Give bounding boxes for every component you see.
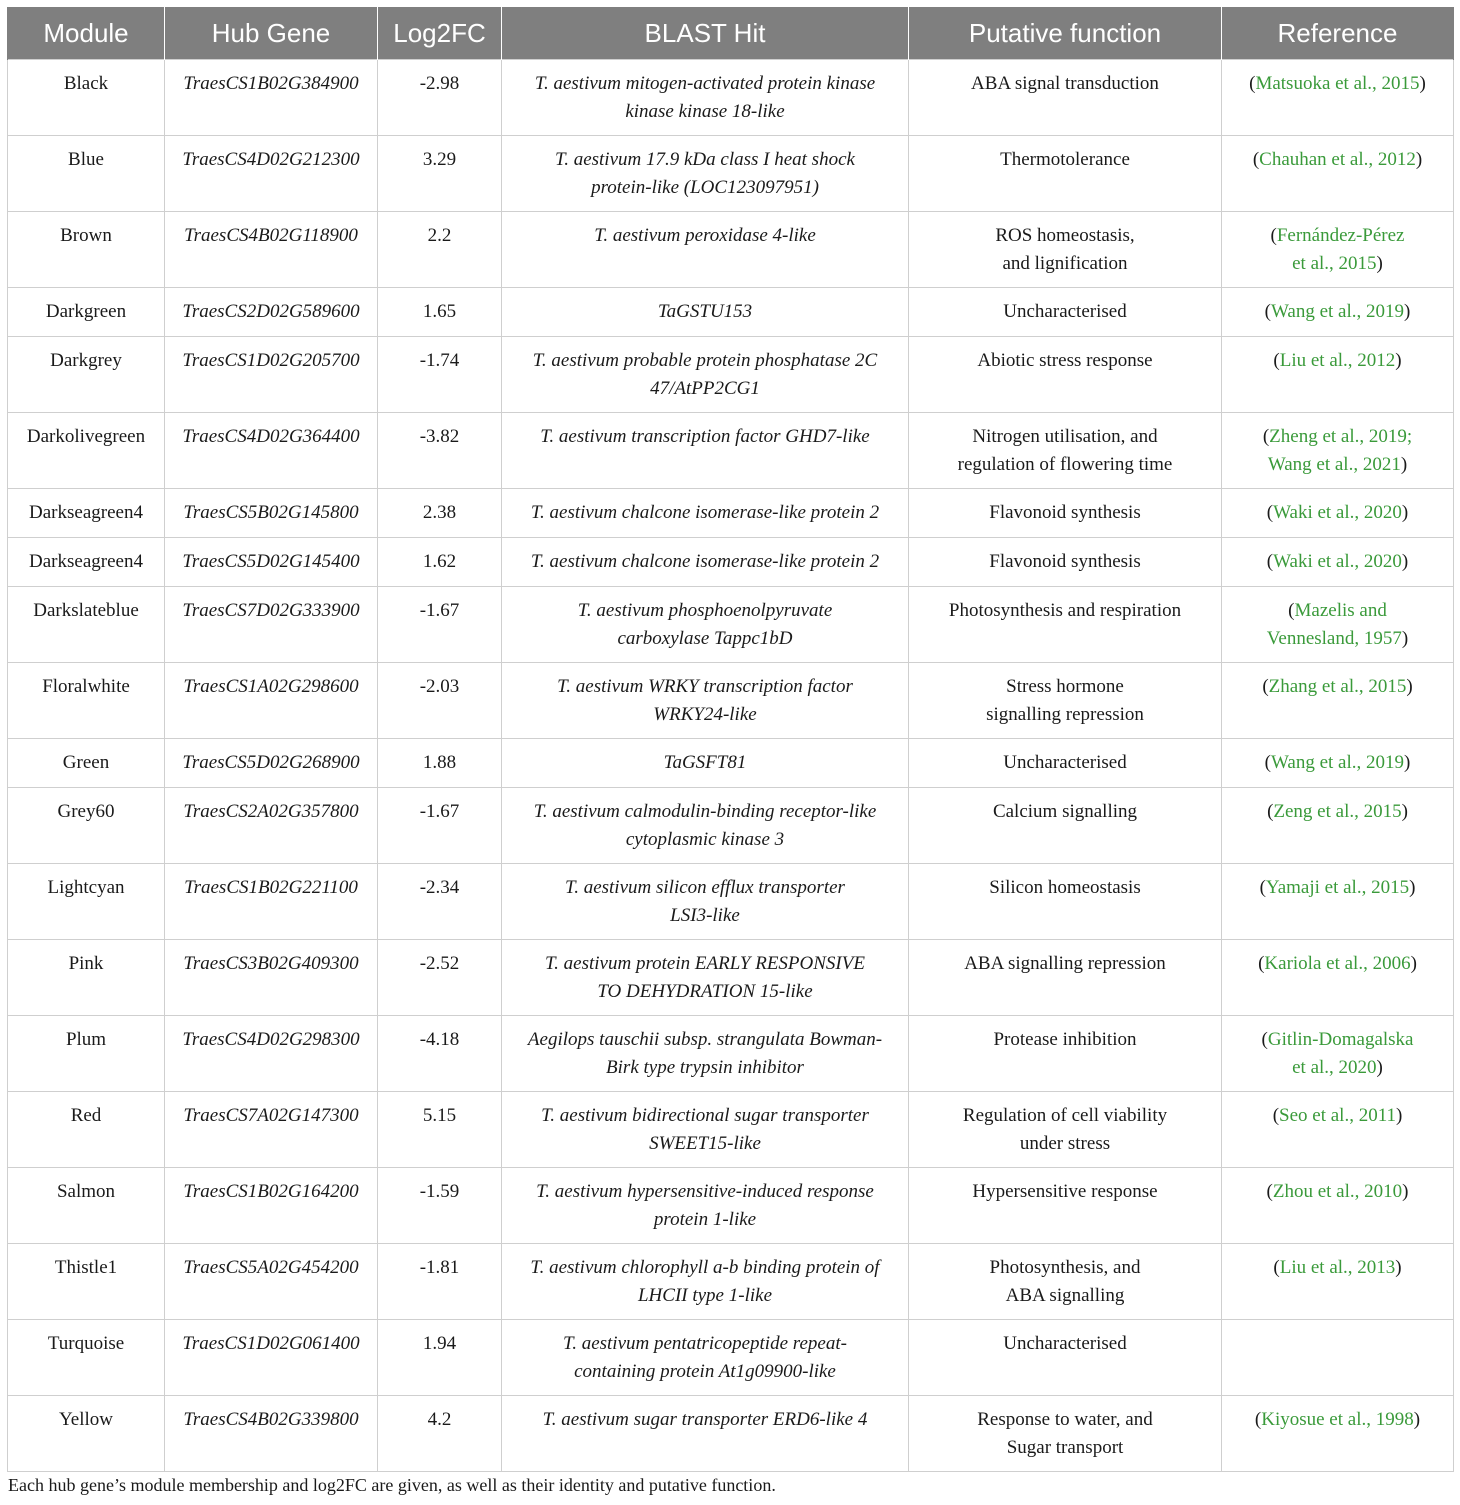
table-row — [8, 1092, 1454, 1168]
reference-cell[interactable]: (Yamaji et al., 2015) — [1222, 864, 1454, 940]
module-cell: Green — [8, 739, 165, 788]
blast-hit-cell-line: cytoplasmic kinase 3 — [625, 828, 785, 850]
reference-cell-line: Seo et al., 2011 — [1279, 1105, 1396, 1126]
log2fc-cell: -2.52 — [378, 940, 502, 1016]
reference-cell[interactable]: (Wang et al., 2019) — [1222, 739, 1454, 788]
putative-function-cell — [909, 1168, 1222, 1244]
putative-function-cell-line: Thermotolerance — [1000, 149, 1130, 170]
blast-hit-cell — [502, 337, 909, 413]
log2fc-cell: -1.67 — [378, 587, 502, 663]
blast-hit-cell-line: T. aestivum bidirectional sugar transporter — [541, 1105, 869, 1126]
table-row — [8, 1168, 1454, 1244]
blast-hit-cell-line: containing protein At1g09900-like — [574, 1360, 836, 1382]
blast-hit-cell-line: kinase kinase 18-like — [625, 100, 785, 122]
reference-cell[interactable]: (Mazelis and Vennesland, 1957) — [1222, 587, 1454, 663]
blast-hit-cell-line: T. aestivum chalcone isomerase-like protein 2 — [530, 551, 880, 572]
log2fc-cell: -1.74 — [378, 337, 502, 413]
hub-gene-cell: TraesCS2D02G589600 — [165, 288, 378, 337]
reference-cell-line: Liu et al., 2012 — [1279, 350, 1396, 371]
putative-function-cell — [909, 1244, 1222, 1320]
reference-cell-line: Waki et al., 2020 — [1273, 551, 1402, 572]
blast-hit-cell-line: T. aestivum phosphoenolpyruvate — [577, 600, 833, 621]
reference-cell-line: Wang et al., 2021 — [1267, 453, 1401, 475]
hub-gene-cell: TraesCS5A02G454200 — [165, 1244, 378, 1320]
header-blast-hit: BLAST Hit — [502, 7, 909, 60]
putative-function-cell-line: Uncharacterised — [1003, 1333, 1127, 1354]
putative-function-cell-line: regulation of flowering time — [957, 453, 1173, 475]
reference-cell[interactable]: (Liu et al., 2013) — [1222, 1244, 1454, 1320]
table-body — [8, 60, 1454, 1472]
hub-gene-cell: TraesCS2A02G357800 — [165, 788, 378, 864]
blast-hit-cell — [502, 864, 909, 940]
module-cell: Brown — [8, 212, 165, 288]
putative-function-cell — [909, 413, 1222, 489]
module-cell: Turquoise — [8, 1320, 165, 1396]
reference-cell[interactable]: (Chauhan et al., 2012) — [1222, 136, 1454, 212]
log2fc-cell: -3.82 — [378, 413, 502, 489]
hub-gene-cell: TraesCS3B02G409300 — [165, 940, 378, 1016]
table-row — [8, 489, 1454, 538]
putative-function-cell-line: Photosynthesis, and — [989, 1257, 1141, 1278]
reference-cell[interactable]: (Waki et al., 2020) — [1222, 489, 1454, 538]
hub-gene-cell: TraesCS1B02G164200 — [165, 1168, 378, 1244]
blast-hit-cell-line: T. aestivum WRKY transcription factor — [557, 676, 853, 697]
reference-cell[interactable]: (Seo et al., 2011) — [1222, 1092, 1454, 1168]
log2fc-cell: 1.65 — [378, 288, 502, 337]
reference-cell-line: et al., 2020 — [1292, 1056, 1377, 1078]
reference-cell[interactable]: (Gitlin-Domagalska et al., 2020) — [1222, 1016, 1454, 1092]
putative-function-cell-line: ABA signalling repression — [964, 953, 1166, 974]
putative-function-cell-line: Uncharacterised — [1003, 301, 1127, 322]
blast-hit-cell-line: Aegilops tauschii subsp. strangulata Bowman- — [527, 1029, 883, 1050]
reference-cell-line: Kiyosue et al., 1998 — [1261, 1409, 1414, 1430]
reference-cell-line: et al., 2015 — [1292, 252, 1377, 274]
reference-cell-line: Zhou et al., 2010 — [1272, 1181, 1403, 1202]
blast-hit-cell-line: LSI3-like — [670, 904, 740, 926]
putative-function-cell-line: Regulation of cell viability — [962, 1105, 1168, 1126]
putative-function-cell — [909, 1320, 1222, 1396]
blast-hit-cell-line: 47/AtPP2CG1 — [650, 377, 760, 399]
putative-function-cell-line: Photosynthesis and respiration — [948, 600, 1182, 621]
log2fc-cell: 4.2 — [378, 1396, 502, 1472]
blast-hit-cell-line: T. aestivum hypersensitive-induced response — [536, 1181, 874, 1202]
reference-cell-line: Kariola et al., 2006 — [1264, 953, 1411, 974]
putative-function-cell-line: Stress hormone — [1006, 676, 1124, 697]
blast-hit-cell — [502, 136, 909, 212]
blast-hit-cell-line: T. aestivum mitogen-activated protein kinase — [534, 73, 876, 94]
reference-cell-line: Liu et al., 2013 — [1279, 1257, 1396, 1278]
putative-function-cell — [909, 1396, 1222, 1472]
putative-function-cell-line: Response to water, and — [977, 1409, 1153, 1430]
module-cell: Plum — [8, 1016, 165, 1092]
table-row — [8, 739, 1454, 788]
module-cell: Red — [8, 1092, 165, 1168]
putative-function-cell-line: Abiotic stress response — [977, 350, 1153, 371]
table-row — [8, 337, 1454, 413]
hub-gene-cell: TraesCS4D02G364400 — [165, 413, 378, 489]
table-row — [8, 212, 1454, 288]
table-row — [8, 136, 1454, 212]
module-cell: Darkgreen — [8, 288, 165, 337]
hub-gene-table — [7, 7, 1454, 1472]
blast-hit-cell-line: T. aestivum calmodulin-binding receptor-like — [533, 801, 877, 822]
reference-cell[interactable]: (Fernández-Pérez et al., 2015) — [1222, 212, 1454, 288]
log2fc-cell: -2.03 — [378, 663, 502, 739]
putative-function-cell-line: Flavonoid synthesis — [989, 551, 1141, 572]
blast-hit-cell-line: LHCII type 1-like — [637, 1284, 772, 1306]
putative-function-cell-line: ABA signal transduction — [971, 73, 1159, 94]
hub-gene-cell: TraesCS1A02G298600 — [165, 663, 378, 739]
blast-hit-cell — [502, 940, 909, 1016]
blast-hit-cell — [502, 1320, 909, 1396]
module-cell: Yellow — [8, 1396, 165, 1472]
reference-cell-line: Vennesland, 1957 — [1266, 627, 1402, 649]
reference-cell-line: Wang et al., 2019 — [1270, 752, 1405, 773]
table-row — [8, 940, 1454, 1016]
putative-function-cell-line: Hypersensitive response — [972, 1181, 1158, 1202]
log2fc-cell: -2.98 — [378, 60, 502, 136]
module-cell: Darkslateblue — [8, 587, 165, 663]
blast-hit-cell-line: T. aestivum peroxidase 4-like — [594, 225, 816, 246]
blast-hit-cell-line: protein-like (LOC123097951) — [591, 176, 819, 198]
log2fc-cell: 1.94 — [378, 1320, 502, 1396]
putative-function-cell-line: Flavonoid synthesis — [989, 502, 1141, 523]
reference-cell-line: Gitlin-Domagalska — [1267, 1029, 1414, 1050]
blast-hit-cell — [502, 1244, 909, 1320]
hub-gene-cell: TraesCS7A02G147300 — [165, 1092, 378, 1168]
module-cell: Grey60 — [8, 788, 165, 864]
reference-cell[interactable]: (Kariola et al., 2006) — [1222, 940, 1454, 1016]
reference-cell[interactable]: (Zeng et al., 2015) — [1222, 788, 1454, 864]
putative-function-cell — [909, 739, 1222, 788]
reference-cell-line: Waki et al., 2020 — [1273, 502, 1402, 523]
putative-function-cell — [909, 538, 1222, 587]
table-row — [8, 1244, 1454, 1320]
log2fc-cell: -2.34 — [378, 864, 502, 940]
blast-hit-cell-line: T. aestivum chalcone isomerase-like protein 2 — [530, 502, 880, 523]
putative-function-cell — [909, 1092, 1222, 1168]
hub-gene-cell: TraesCS1D02G061400 — [165, 1320, 378, 1396]
reference-cell-line: Zeng et al., 2015 — [1273, 801, 1402, 822]
putative-function-cell-line: Sugar transport — [1006, 1436, 1124, 1458]
reference-cell[interactable]: (Zheng et al., 2019; Wang et al., 2021) — [1222, 413, 1454, 489]
log2fc-cell: -1.81 — [378, 1244, 502, 1320]
putative-function-cell — [909, 212, 1222, 288]
table-row — [8, 288, 1454, 337]
reference-cell-line: Zhang et al., 2015 — [1268, 676, 1407, 697]
blast-hit-cell — [502, 1092, 909, 1168]
putative-function-cell — [909, 489, 1222, 538]
hub-gene-cell: TraesCS5B02G145800 — [165, 489, 378, 538]
blast-hit-cell-line: T. aestivum transcription factor GHD7-like — [540, 426, 870, 447]
log2fc-cell: 1.62 — [378, 538, 502, 587]
hub-gene-cell: TraesCS4B02G118900 — [165, 212, 378, 288]
module-cell: Darkgrey — [8, 337, 165, 413]
header-reference: Reference — [1222, 7, 1454, 60]
log2fc-cell: -1.67 — [378, 788, 502, 864]
reference-cell — [1222, 1320, 1454, 1396]
table-row — [8, 538, 1454, 587]
blast-hit-cell — [502, 212, 909, 288]
blast-hit-cell-line: T. aestivum pentatricopeptide repeat- — [563, 1333, 847, 1354]
putative-function-cell — [909, 136, 1222, 212]
module-cell: Darkolivegreen — [8, 413, 165, 489]
blast-hit-cell-line: T. aestivum protein EARLY RESPONSIVE — [545, 953, 865, 974]
putative-function-cell-line: ROS homeostasis, — [995, 225, 1135, 246]
reference-cell[interactable]: (Wang et al., 2019) — [1222, 288, 1454, 337]
putative-function-cell-line: signalling repression — [986, 703, 1144, 725]
table-row — [8, 788, 1454, 864]
reference-cell[interactable]: (Matsuoka et al., 2015) — [1222, 60, 1454, 136]
blast-hit-cell-line: carboxylase Tappc1bD — [617, 627, 793, 649]
reference-cell-line: Mazelis and — [1294, 600, 1387, 621]
header-putative-function: Putative function — [909, 7, 1222, 60]
table-row — [8, 413, 1454, 489]
module-cell: Black — [8, 60, 165, 136]
log2fc-cell: 2.38 — [378, 489, 502, 538]
blast-hit-cell-line: Birk type trypsin inhibitor — [606, 1056, 804, 1078]
putative-function-cell-line: ABA signalling — [1005, 1284, 1125, 1306]
module-cell: Lightcyan — [8, 864, 165, 940]
blast-hit-cell — [502, 489, 909, 538]
blast-hit-cell — [502, 413, 909, 489]
reference-cell-line: Fernández-Pérez — [1276, 225, 1405, 246]
blast-hit-cell — [502, 1016, 909, 1092]
module-cell: Blue — [8, 136, 165, 212]
log2fc-cell: 2.2 — [378, 212, 502, 288]
blast-hit-cell — [502, 60, 909, 136]
hub-gene-cell: TraesCS5D02G145400 — [165, 538, 378, 587]
table-row — [8, 60, 1454, 136]
putative-function-cell-line: under stress — [1019, 1132, 1111, 1154]
blast-hit-cell — [502, 739, 909, 788]
blast-hit-cell — [502, 788, 909, 864]
log2fc-cell: 3.29 — [378, 136, 502, 212]
log2fc-cell: -4.18 — [378, 1016, 502, 1092]
hub-gene-cell: TraesCS1B02G384900 — [165, 60, 378, 136]
log2fc-cell: 5.15 — [378, 1092, 502, 1168]
blast-hit-cell-line: TaGSTU153 — [657, 301, 753, 322]
blast-hit-cell-line: TaGSFT81 — [663, 752, 747, 773]
module-cell: Darkseagreen4 — [8, 489, 165, 538]
hub-gene-cell: TraesCS4D02G298300 — [165, 1016, 378, 1092]
table-header-row — [8, 7, 1454, 60]
reference-cell[interactable]: (Zhang et al., 2015) — [1222, 663, 1454, 739]
putative-function-cell-line: Protease inhibition — [993, 1029, 1137, 1050]
blast-hit-cell — [502, 587, 909, 663]
putative-function-cell — [909, 337, 1222, 413]
reference-cell-line: Yamaji et al., 2015 — [1265, 877, 1410, 898]
putative-function-cell — [909, 864, 1222, 940]
blast-hit-cell-line: T. aestivum chlorophyll a-b binding protein of — [530, 1257, 880, 1278]
reference-cell[interactable]: (Waki et al., 2020) — [1222, 538, 1454, 587]
table-row — [8, 864, 1454, 940]
blast-hit-cell-line: protein 1-like — [653, 1208, 757, 1230]
blast-hit-cell — [502, 663, 909, 739]
table-row — [8, 587, 1454, 663]
blast-hit-cell-line: T. aestivum probable protein phosphatase 2C — [532, 350, 878, 371]
blast-hit-cell-line: TO DEHYDRATION 15-like — [597, 980, 813, 1002]
putative-function-cell-line: and lignification — [1002, 252, 1128, 274]
reference-cell[interactable]: (Kiyosue et al., 1998) — [1222, 1396, 1454, 1472]
log2fc-cell: -1.59 — [378, 1168, 502, 1244]
hub-gene-cell: TraesCS5D02G268900 — [165, 739, 378, 788]
putative-function-cell-line: Uncharacterised — [1003, 752, 1127, 773]
module-cell: Floralwhite — [8, 663, 165, 739]
reference-cell-line: Chauhan et al., 2012 — [1259, 149, 1416, 170]
putative-function-cell-line: Nitrogen utilisation, and — [972, 426, 1158, 447]
table-row — [8, 1016, 1454, 1092]
putative-function-cell — [909, 788, 1222, 864]
reference-cell-line: Wang et al., 2019 — [1270, 301, 1405, 322]
table-row — [8, 1396, 1454, 1472]
header-hub-gene: Hub Gene — [165, 7, 378, 60]
blast-hit-cell — [502, 1396, 909, 1472]
log2fc-cell: 1.88 — [378, 739, 502, 788]
module-cell: Thistle1 — [8, 1244, 165, 1320]
putative-function-cell-line: Silicon homeostasis — [989, 877, 1141, 898]
table-row — [8, 663, 1454, 739]
blast-hit-cell — [502, 538, 909, 587]
reference-cell-line: Zheng et al., 2019; — [1269, 426, 1413, 447]
header-log2fc: Log2FC — [378, 7, 502, 60]
module-cell: Salmon — [8, 1168, 165, 1244]
hub-gene-cell: TraesCS4B02G339800 — [165, 1396, 378, 1472]
hub-gene-cell: TraesCS7D02G333900 — [165, 587, 378, 663]
putative-function-cell — [909, 288, 1222, 337]
blast-hit-cell-line: T. aestivum sugar transporter ERD6-like 4 — [542, 1409, 868, 1430]
blast-hit-cell-line: T. aestivum silicon efflux transporter — [565, 877, 845, 898]
putative-function-cell — [909, 940, 1222, 1016]
putative-function-cell — [909, 587, 1222, 663]
table-footnote: Each hub gene’s module membership and log2FC are given, as well as their identity and putative function. — [8, 1475, 776, 1495]
putative-function-cell — [909, 1016, 1222, 1092]
hub-gene-cell: TraesCS1D02G205700 — [165, 337, 378, 413]
reference-cell[interactable]: (Liu et al., 2012) — [1222, 337, 1454, 413]
reference-cell-line: Matsuoka et al., 2015 — [1255, 73, 1420, 94]
blast-hit-cell-line: T. aestivum 17.9 kDa class I heat shock — [555, 149, 855, 170]
putative-function-cell-line: Calcium signalling — [992, 801, 1138, 822]
blast-hit-cell-line: WRKY24-like — [653, 703, 757, 725]
putative-function-cell — [909, 60, 1222, 136]
header-module: Module — [8, 7, 165, 60]
table-row — [8, 1320, 1454, 1396]
hub-gene-cell: TraesCS4D02G212300 — [165, 136, 378, 212]
blast-hit-cell-line: SWEET15-like — [649, 1132, 761, 1154]
blast-hit-cell — [502, 288, 909, 337]
blast-hit-cell — [502, 1168, 909, 1244]
putative-function-cell — [909, 663, 1222, 739]
hub-gene-cell: TraesCS1B02G221100 — [165, 864, 378, 940]
reference-cell[interactable]: (Zhou et al., 2010) — [1222, 1168, 1454, 1244]
module-cell: Darkseagreen4 — [8, 538, 165, 587]
module-cell: Pink — [8, 940, 165, 1016]
